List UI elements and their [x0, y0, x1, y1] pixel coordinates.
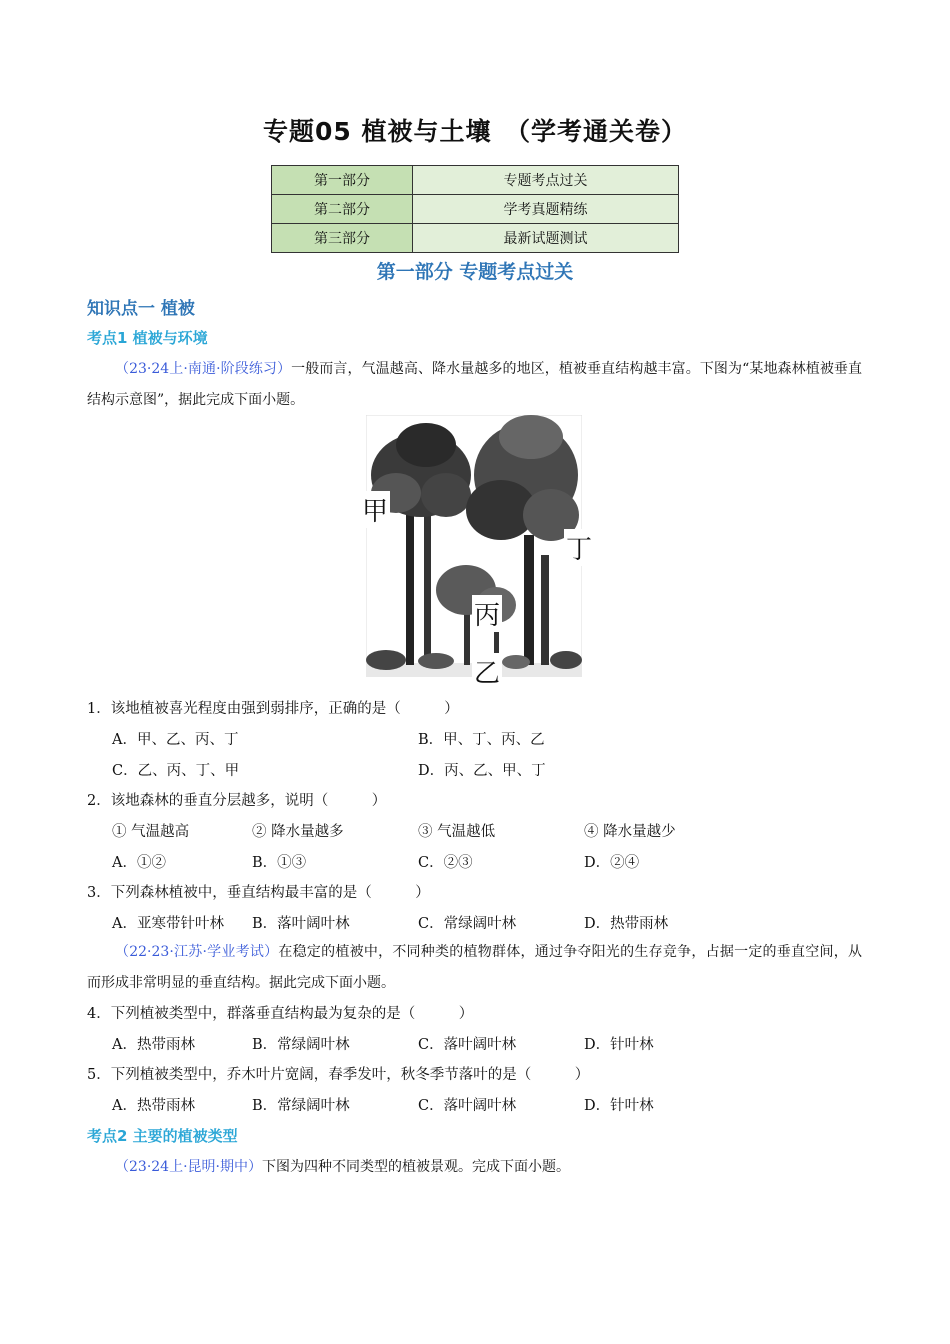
q4-option-c: C．落叶阔叶林	[418, 1037, 517, 1053]
label-jia: 甲	[360, 491, 390, 528]
q2-item-4: ④ 降水量越少	[584, 824, 676, 840]
source-tag: （22·23·江苏·学业考试）	[115, 944, 279, 960]
table-row	[272, 224, 679, 253]
q1-option-c: C．乙、丙、丁、甲	[112, 763, 240, 779]
source-tag: （23·24上·南通·阶段练习）	[115, 361, 292, 377]
q2-option-d: D．②④	[584, 855, 640, 871]
q3-option-a: A．亚寒带针叶林	[112, 916, 224, 932]
intro-paragraph-2	[87, 937, 862, 999]
intro-text: 一般而言，气温越高、降水量越多的地区，植被垂直结构越丰富。下图为“某地森林植被垂直结构示意图”，据此完成下面小题。	[87, 361, 863, 408]
q2-item-3: ③ 气温越低	[418, 824, 496, 840]
q3-option-d: D．热带雨林	[584, 916, 669, 932]
part-content-cell: 学考真题精练	[413, 195, 679, 224]
q4-option-d: D．针叶林	[584, 1037, 654, 1053]
question-3-stem: 3．下列森林植被中，垂直结构最丰富的是（ ）	[87, 885, 430, 901]
q4-option-a: A．热带雨林	[112, 1037, 195, 1053]
label-bing: 丙	[472, 595, 502, 632]
part-content-cell: 专题考点过关	[413, 166, 679, 195]
topic-heading-1: 考点1 植被与环境	[87, 329, 208, 347]
q2-item-2: ② 降水量越多	[252, 824, 344, 840]
question-5-stem: 5．下列植被类型中，乔木叶片宽阔，春季发叶，秋冬季节落叶的是（ ）	[87, 1067, 590, 1083]
part-content-cell: 最新试题测试	[413, 224, 679, 253]
q1-option-d: D．丙、乙、甲、丁	[418, 763, 546, 779]
q2-option-c: C．②③	[418, 855, 473, 871]
q3-option-c: C．常绿阔叶林	[418, 916, 517, 932]
section-title: 第一部分 专题考点过关	[376, 261, 574, 283]
knowledge-point-heading: 知识点一 植被	[87, 299, 195, 319]
question-1-stem: 1．该地植被喜光程度由强到弱排序，正确的是（ ）	[87, 701, 459, 717]
parts-table	[271, 165, 679, 253]
table-row	[272, 166, 679, 195]
topic-heading-2: 考点2 主要的植被类型	[87, 1127, 238, 1145]
part-name-cell: 第三部分	[272, 224, 413, 253]
question-2-stem: 2．该地森林的垂直分层越多，说明（ ）	[87, 793, 387, 809]
intro-text: 下图为四种不同类型的植被景观。完成下面小题。	[261, 1159, 570, 1175]
forest-structure-figure	[362, 415, 593, 689]
q2-option-a: A．①②	[112, 855, 166, 871]
source-tag: （23·24上·昆明·期中）	[115, 1159, 262, 1175]
q5-option-b: B．常绿阔叶林	[252, 1098, 350, 1114]
question-4-stem: 4．下列植被类型中，群落垂直结构最为复杂的是（ ）	[87, 1006, 474, 1022]
q5-option-c: C．落叶阔叶林	[418, 1098, 517, 1114]
q5-option-a: A．热带雨林	[112, 1098, 195, 1114]
q1-option-b: B．甲、丁、丙、乙	[418, 732, 545, 748]
q4-option-b: B．常绿阔叶林	[252, 1037, 350, 1053]
label-yi: 乙	[472, 653, 502, 690]
q1-option-a: A．甲、乙、丙、丁	[112, 732, 239, 748]
intro-paragraph-1	[87, 354, 862, 416]
q2-option-b: B．①③	[252, 855, 307, 871]
q3-option-b: B．落叶阔叶林	[252, 916, 350, 932]
part-name-cell: 第一部分	[272, 166, 413, 195]
q5-option-d: D．针叶林	[584, 1098, 654, 1114]
q2-item-1: ① 气温越高	[112, 824, 190, 840]
document-title: 专题05 植被与土壤 （学考通关卷）	[263, 117, 687, 146]
intro-paragraph-3	[87, 1152, 862, 1183]
forest-illustration	[366, 415, 582, 677]
label-ding: 丁	[564, 529, 594, 566]
intro-text: 在稳定的植被中，不同种类的植物群体，通过争夺阳光的生存竞争，占据一定的垂直空间，从而形成非常明显的垂直结构。据此完成下面小题。	[87, 944, 863, 991]
part-name-cell: 第二部分	[272, 195, 413, 224]
table-row	[272, 195, 679, 224]
